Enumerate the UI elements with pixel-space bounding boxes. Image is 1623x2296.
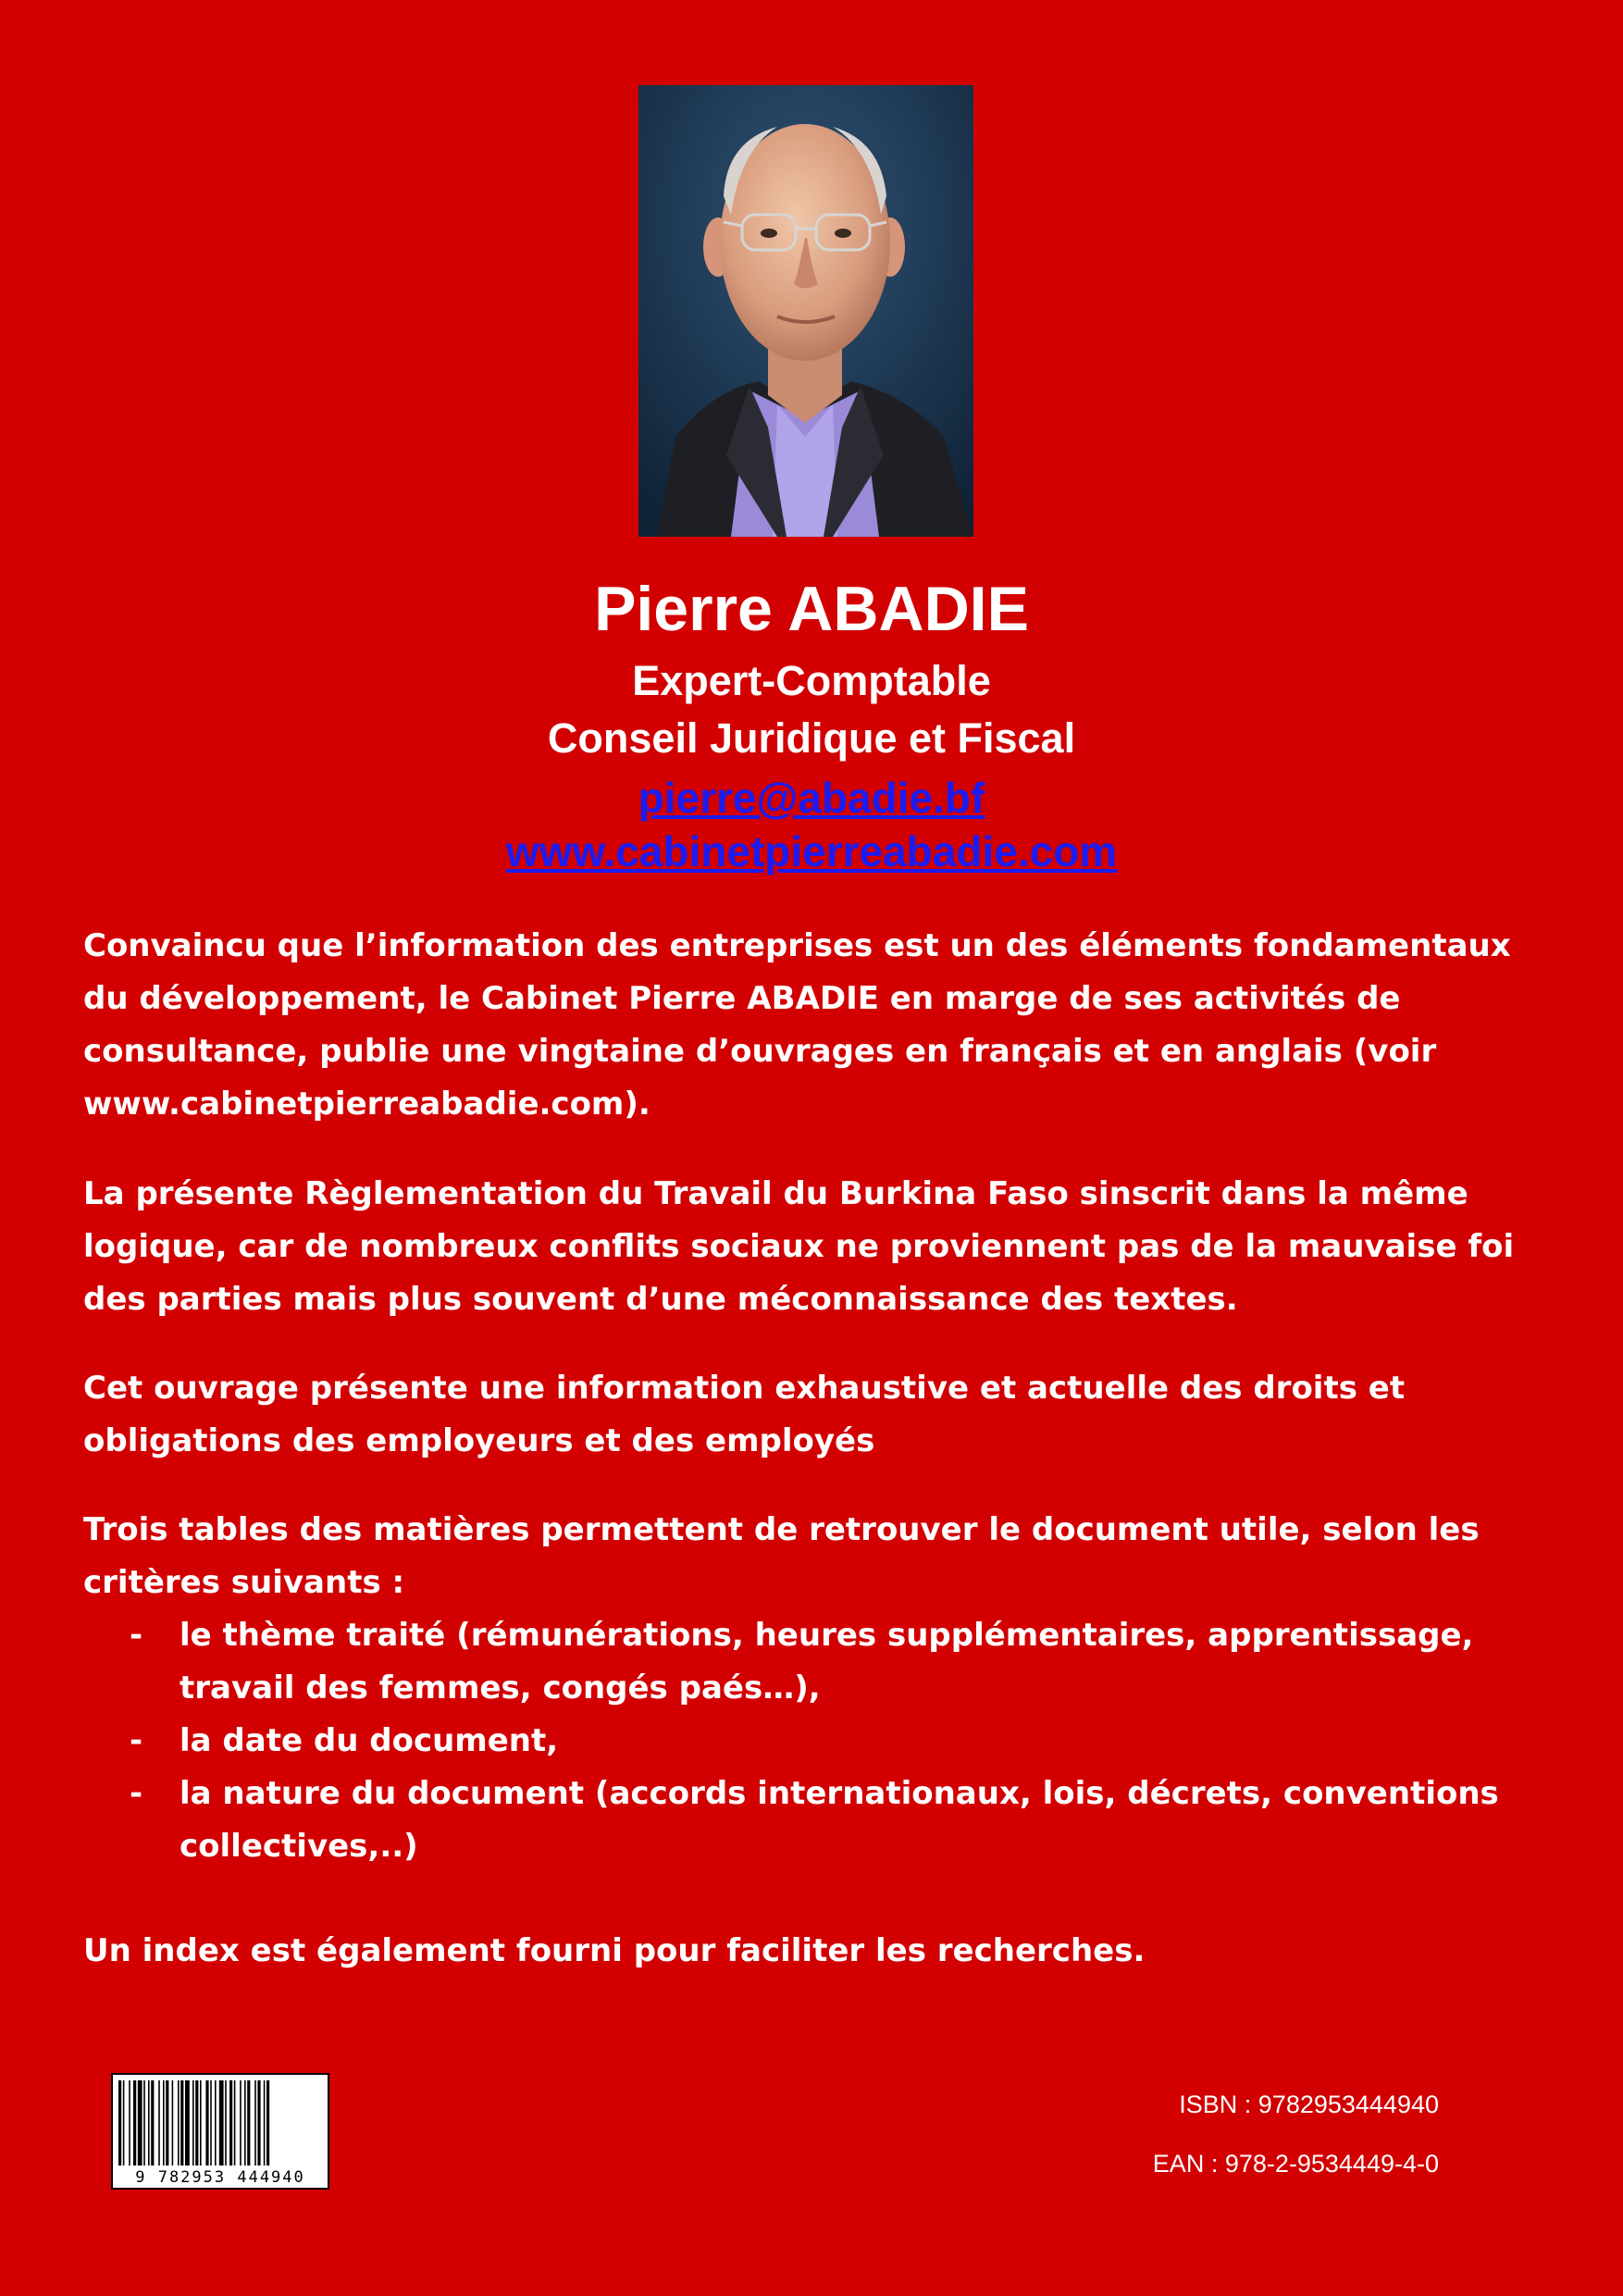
barcode-bar — [185, 2080, 190, 2166]
barcode-bar — [247, 2080, 250, 2166]
barcode-bar — [148, 2080, 150, 2166]
barcode-bars — [113, 2077, 328, 2169]
dash-marker: - — [130, 1775, 143, 1812]
barcode-bar — [158, 2080, 160, 2166]
list-item — [130, 1715, 1573, 1768]
ean-text: EAN : 978-2-9534449-4-0 — [1152, 2150, 1439, 2178]
barcode-bar — [192, 2080, 194, 2166]
barcode-bar — [244, 2080, 246, 2166]
list-item-text: la date du document, — [180, 1722, 559, 1759]
barcode-bar — [266, 2080, 269, 2166]
barcode — [111, 2073, 329, 2190]
author-title-expert: Expert-Comptable — [632, 657, 991, 704]
dash-marker: - — [130, 1722, 143, 1759]
barcode-bar — [210, 2080, 212, 2166]
paragraph-tables: Trois tables des matières permettent de retrouver le document utile, selon les critères suivants : — [83, 1511, 1480, 1601]
barcode-bar — [143, 2080, 145, 2166]
paragraph-intro: Convaincu que l’information des entreprises est un des éléments fondamentaux du développement, le Cabinet Pierre ABADIE en marge de ses activités de consultance, publie une vingtaine d’ouvrages en français et en anglais (voir www.cabinetpierreabadie.com). — [83, 927, 1511, 1123]
paragraph-reglementation: La présente Règlementation du Travail du Burkina Faso sinscrit dans la même logique, car de nombreux conflits sociaux ne proviennent pas de la mauvaise foi des parties mais plus souvent d’une méconnaissance des textes. — [83, 1175, 1515, 1318]
barcode-bar — [200, 2080, 202, 2166]
barcode-bar — [195, 2080, 198, 2166]
website-link[interactable]: www.cabinetpierreabadie.com — [505, 827, 1118, 875]
author-title-conseil: Conseil Juridique et Fiscal — [547, 714, 1076, 762]
barcode-bar — [138, 2080, 142, 2166]
dash-marker: - — [130, 1617, 143, 1654]
barcode-bar — [219, 2080, 224, 2166]
barcode-digits: 9 782953 444940 — [135, 2168, 305, 2187]
barcode-bar — [205, 2080, 208, 2166]
list-item — [130, 1768, 1573, 1873]
barcode-bar — [166, 2080, 168, 2166]
isbn-text: ISBN : 9782953444940 — [1179, 2091, 1439, 2118]
list-item-text: la nature du document (accords internationaux, lois, décrets, conventions collectives,..) — [180, 1775, 1499, 1865]
barcode-bar — [178, 2080, 180, 2166]
criteria-list — [130, 1609, 1573, 1873]
barcode-bar — [240, 2080, 242, 2166]
list-item — [130, 1609, 1573, 1715]
barcode-bar — [133, 2080, 136, 2166]
barcode-bar — [163, 2080, 165, 2166]
barcode-bar — [129, 2080, 130, 2166]
list-item-text: le thème traité (rémunérations, heures supplémentaires, apprentissage, travail des femmes, congés paés…), — [180, 1617, 1474, 1706]
barcode-bar — [257, 2080, 260, 2166]
paragraph-index: Un index est également fourni pour faciliter les recherches. — [83, 1932, 1146, 1969]
paragraph-ouvrage: Cet ouvrage présente une information exhaustive et actuelle des droits et obligations des employeurs et des employés — [83, 1370, 1406, 1459]
barcode-bar — [234, 2080, 236, 2166]
barcode-bar — [215, 2080, 217, 2166]
author-name: Pierre ABADIE — [594, 574, 1029, 644]
author-photo — [638, 85, 973, 537]
barcode-bar — [225, 2080, 227, 2166]
barcode-bar — [254, 2080, 256, 2166]
barcode-bar — [172, 2080, 174, 2166]
barcode-bar — [118, 2080, 121, 2166]
barcode-bar — [123, 2080, 125, 2166]
barcode-bar — [229, 2080, 232, 2166]
barcode-bar — [151, 2080, 154, 2166]
barcode-bar — [180, 2080, 183, 2166]
email-link[interactable]: pierre@abadie.bf — [638, 774, 985, 822]
barcode-bar — [264, 2080, 266, 2166]
